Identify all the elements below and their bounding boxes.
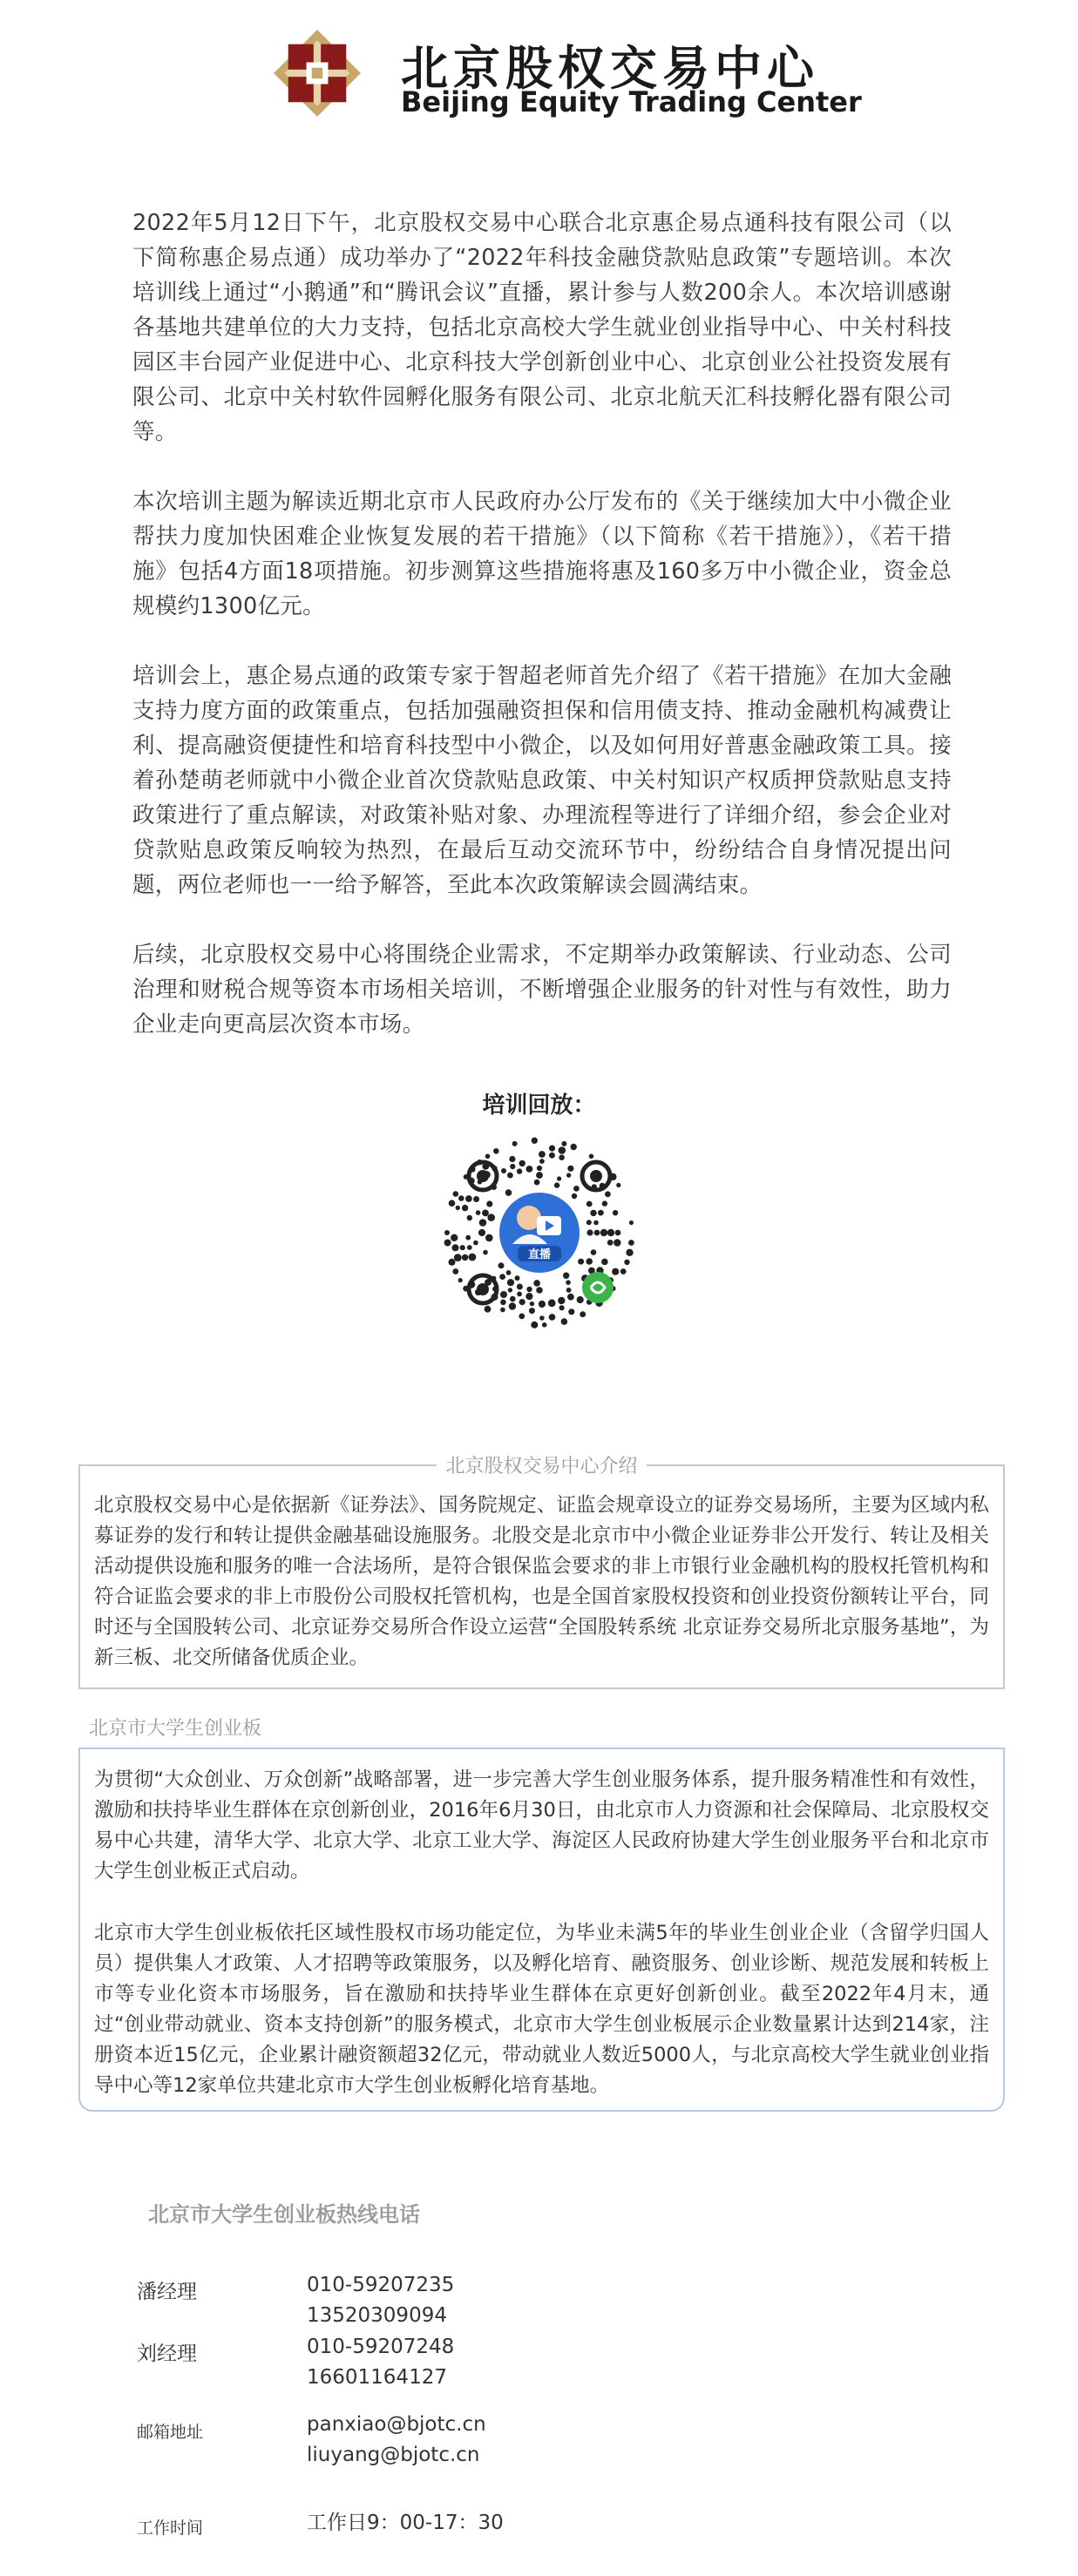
phone-number[interactable]: 16601164127 — [307, 2366, 447, 2389]
intro-box-title: 北京股权交易中心介绍 — [437, 1456, 646, 1477]
email-address[interactable]: panxiao@bjotc.cn — [307, 2413, 486, 2436]
student-board-label: 北京市大学生创业板 — [89, 1718, 262, 1740]
qr-code-icon[interactable] — [439, 1132, 640, 1333]
working-hours: 工作日9：00-17：30 — [307, 2512, 504, 2534]
replay-title: 培训回放： — [482, 1092, 596, 1119]
replay-qr-code[interactable] — [439, 1132, 640, 1333]
student-board-paragraph: 北京市大学生创业板依托区域性股权市场功能定位，为毕业未满5年的毕业生创业企业（含留学归国人员）提供集人才政策、人才招聘等政策服务，以及孵化培育、融资服务、创业诊断、规范发展和转板上市等专业化资本市场服务，旨在激励和扶持毕业生群体在京更好创新创业。截至2022年4月末，通过“创业带动就业、资本支持创新”的服务模式，北京市大学生创业板展示企业数量累计达到214家，注册资本近15亿元，企业累计融资额超32亿元，带动就业人数近5000人，与北京高校大学生就业创业指导中心等12家单位共建北京市大学生创业板孵化培育基地。 — [94, 1922, 989, 2097]
intro-box — [78, 1456, 1005, 1689]
brand-title-en: Beijing Equity Trading Center — [401, 85, 862, 118]
phone-number[interactable]: 13520309094 — [307, 2304, 447, 2327]
article-paragraph: 培训会上，惠企易点通的政策专家于智超老师首先介绍了《若干措施》在加大金融支持力度方面的政策重点，包括加强融资担保和信用债支持、推动金融机构减费让利、提高融资便捷性和培育科技型中小微企，以及如何用好普惠金融政策工具。接着孙楚萌老师就中小微企业首次贷款贴息政策、中关村知识产权质押贷款贴息支持政策进行了重点解读，对政策补贴对象、办理流程等进行了详细介绍，参会企业对贷款贴息政策反响较为热烈，在最后互动交流环节中，纷纷结合自身情况提出问题，两位老师也一一给予解答，至此本次政策解读会圆满结束。 — [132, 663, 952, 898]
hours-label: 工作时间 — [137, 2519, 204, 2538]
bjetc-logo-icon — [272, 28, 363, 118]
brand-title-cn: 北京股权交易中心 — [401, 41, 819, 96]
email-label: 邮箱地址 — [137, 2423, 204, 2442]
article-body — [132, 206, 952, 1077]
intro-box-text: 北京股权交易中心是依据新《证券法》、国务院规定、证监会规章设立的证券交易场所，主要为区域内私募证券的发行和转让提供金融基础设施服务。北股交是北京市中小微企业证券非公开发行、转让及相关活动提供设施和服务的唯一合法场所，是符合银保监会要求的非上市银行业金融机构的股权托管机构和符合证监会要求的非上市股份公司股权托管机构，也是全国首家股权投资和创业投资份额转让平台，同时还与全国股转公司、北京证券交易所合作设立运营“全国股转系统 北京证券交易所北京服务基地”，为新三板、北交所储备优质企业。 — [94, 1494, 989, 1669]
phone-number[interactable]: 010-59207235 — [307, 2274, 455, 2296]
article-paragraph: 2022年5月12日下午，北京股权交易中心联合北京惠企易点通科技有限公司（以下简称惠企易点通）成功举办了“2022年科技金融贷款贴息政策”专题培训。本次培训线上通过“小鹅通”和“腾讯会议”直播，累计参与人数200余人。本次培训感谢各基地共建单位的大力支持，包括北京高校大学生就业创业指导中心、中关村科技园区丰台园产业促进中心、北京科技大学创新创业中心、北京创业公社投资发展有限公司、北京中关村软件园孵化服务有限公司、北京北航天汇科技孵化器有限公司等。 — [132, 210, 952, 445]
contact-phones — [307, 2332, 454, 2393]
qr-live-badge: 直播 — [527, 1248, 552, 1261]
email-list — [307, 2410, 486, 2471]
hotline-title: 北京市大学生创业板热线电话 — [148, 2202, 420, 2227]
contact-name: 刘经理 — [137, 2343, 197, 2365]
article-paragraph: 后续，北京股权交易中心将围绕企业需求，不定期举办政策解读、行业动态、公司治理和财税合规等资本市场相关培训，不断增强企业服务的针对性与有效性，助力企业走向更高层次资本市场。 — [132, 942, 952, 1038]
contact-phones — [307, 2270, 454, 2331]
article-paragraph: 本次培训主题为解读近期北京市人民政府办公厅发布的《关于继续加大中小微企业帮扶力度加快困难企业恢复发展的若干措施》（以下简称《若干措施》），《若干措施》包括4方面18项措施。初步测算这些措施将惠及160多万中小微企业，资金总规模约1300亿元。 — [132, 489, 952, 619]
email-address[interactable]: liuyang@bjotc.cn — [307, 2444, 480, 2466]
header — [0, 0, 1078, 139]
student-board-box — [78, 1748, 1005, 2112]
student-board-paragraph: 为贯彻“大众创业、万众创新”战略部署，进一步完善大学生创业服务体系，提升服务精准性和有效性，激励和扶持毕业生群体在京创新创业，2016年6月30日，由北京市人力资源和社会保障局、北京股权交易中心共建，清华大学、北京大学、北京工业大学、海淀区人民政府协建大学生创业服务平台和北京市大学生创业板正式启动。 — [94, 1768, 989, 1883]
contact-name: 潘经理 — [137, 2281, 197, 2303]
phone-number[interactable]: 010-59207248 — [307, 2336, 455, 2358]
